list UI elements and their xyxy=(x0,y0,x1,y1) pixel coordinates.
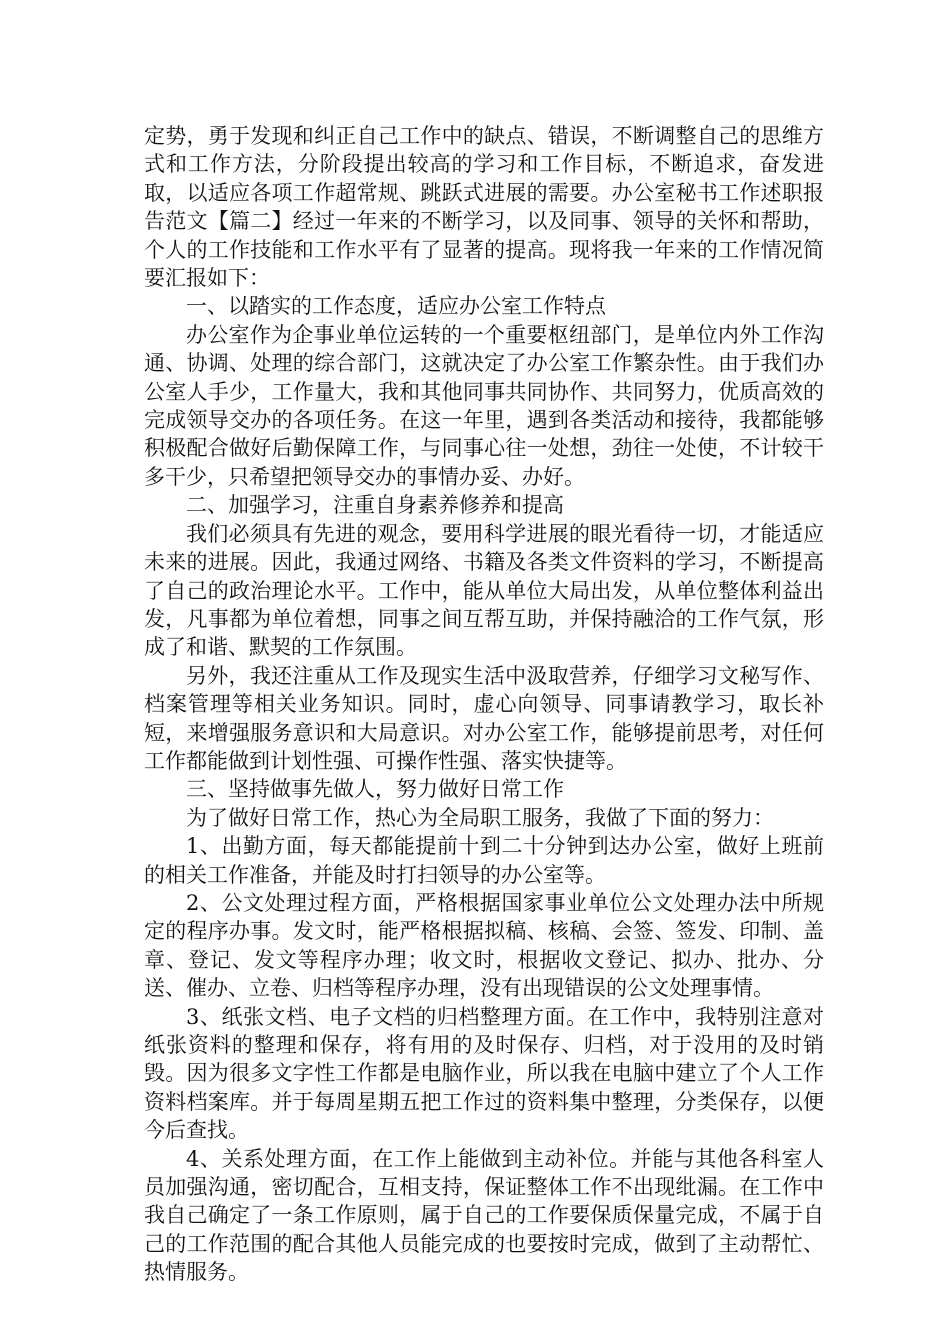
section-heading-2: 二、加强学习，注重自身素养修养和提高 xyxy=(186,493,564,518)
paragraph: 我们必须具有先进的观念，要用科学进展的眼光看待一切，才能适应未来的进展。因此，我通过网络、书籍及各类文件资料的学习，不断提高了自己的政治理论水平。工作中，能从单位大局出发，从单位整体利益出发，凡事都为单位着想，同事之间互帮互助，并保持融洽的工作气氛，形成了和谐、默契的工作氛围。 xyxy=(144,521,824,660)
section-heading-3: 三、坚持做事先做人，努力做好日常工作 xyxy=(186,777,564,802)
document-body xyxy=(144,122,824,1287)
list-item: 2、公文处理过程方面，严格根据国家事业单位公文处理办法中所规定的程序办事。发文时，能严格根据拟稿、核稿、会签、签发、印制、盖章、登记、发文等程序办理；收文时，根据收文登记、拟办、批办、分送、催办、立卷、归档等程序办理，没有出现错误的公文处理事情。 xyxy=(144,890,824,1001)
paragraph: 为了做好日常工作，热心为全局职工服务，我做了下面的努力： xyxy=(186,805,774,830)
section-heading-1: 一、以踏实的工作态度，适应办公室工作特点 xyxy=(186,294,606,319)
paragraph: 办公室作为企事业单位运转的一个重要枢纽部门，是单位内外工作沟通、协调、处理的综合部门，这就决定了办公室工作繁杂性。由于我们办公室人手少，工作量大，我和其他同事共同协作、共同努力，优质高效的完成领导交办的各项任务。在这一年里，遇到各类活动和接待，我都能够积极配合做好后勤保障工作，与同事心往一处想，劲往一处使，不计较干多干少，只希望把领导交办的事情办妥、办好。 xyxy=(144,322,824,489)
paragraph: 另外，我还注重从工作及现实生活中汲取营养，仔细学习文秘写作、档案管理等相关业务知识。同时，虚心向领导、同事请教学习，取长补短，来增强服务意识和大局意识。对办公室工作，能够提前思考，对任何工作都能做到计划性强、可操作性强、落实快捷等。 xyxy=(144,663,824,773)
list-item: 1、出勤方面，每天都能提前十到二十分钟到达办公室，做好上班前的相关工作准备，并能及时打扫领导的办公室等。 xyxy=(144,834,824,887)
list-item: 4、关系处理方面，在工作上能做到主动补位。并能与其他各科室人员加强沟通，密切配合，互相支持，保证整体工作不出现纰漏。在工作中我自己确定了一条工作原则，属于自己的工作要保质保量完成，不属于自己的工作范围的配合其他人员能完成的也要按时完成，做到了主动帮忙、热情服务。 xyxy=(144,1146,824,1285)
paragraph-intro: 定势，勇于发现和纠正自己工作中的缺点、错误，不断调整自己的思维方式和工作方法，分阶段提出较高的学习和工作目标，不断追求，奋发进取，以适应各项工作超常规、跳跃式进展的需要。办公室秘书工作述职报告范文【篇二】经过一年来的不断学习，以及同事、领导的关怀和帮助，个人的工作技能和工作水平有了显著的提高。现将我一年来的工作情况简要汇报如下： xyxy=(144,124,824,291)
list-item: 3、纸张文档、电子文档的归档整理方面。在工作中，我特别注意对纸张资料的整理和保存，将有用的及时保存、归档，对于没用的及时销毁。因为很多文字性工作都是电脑作业，所以我在电脑中建立了个人工作资料档案库。并于每周星期五把工作过的资料集中整理，分类保存，以便今后查找。 xyxy=(144,1004,824,1143)
